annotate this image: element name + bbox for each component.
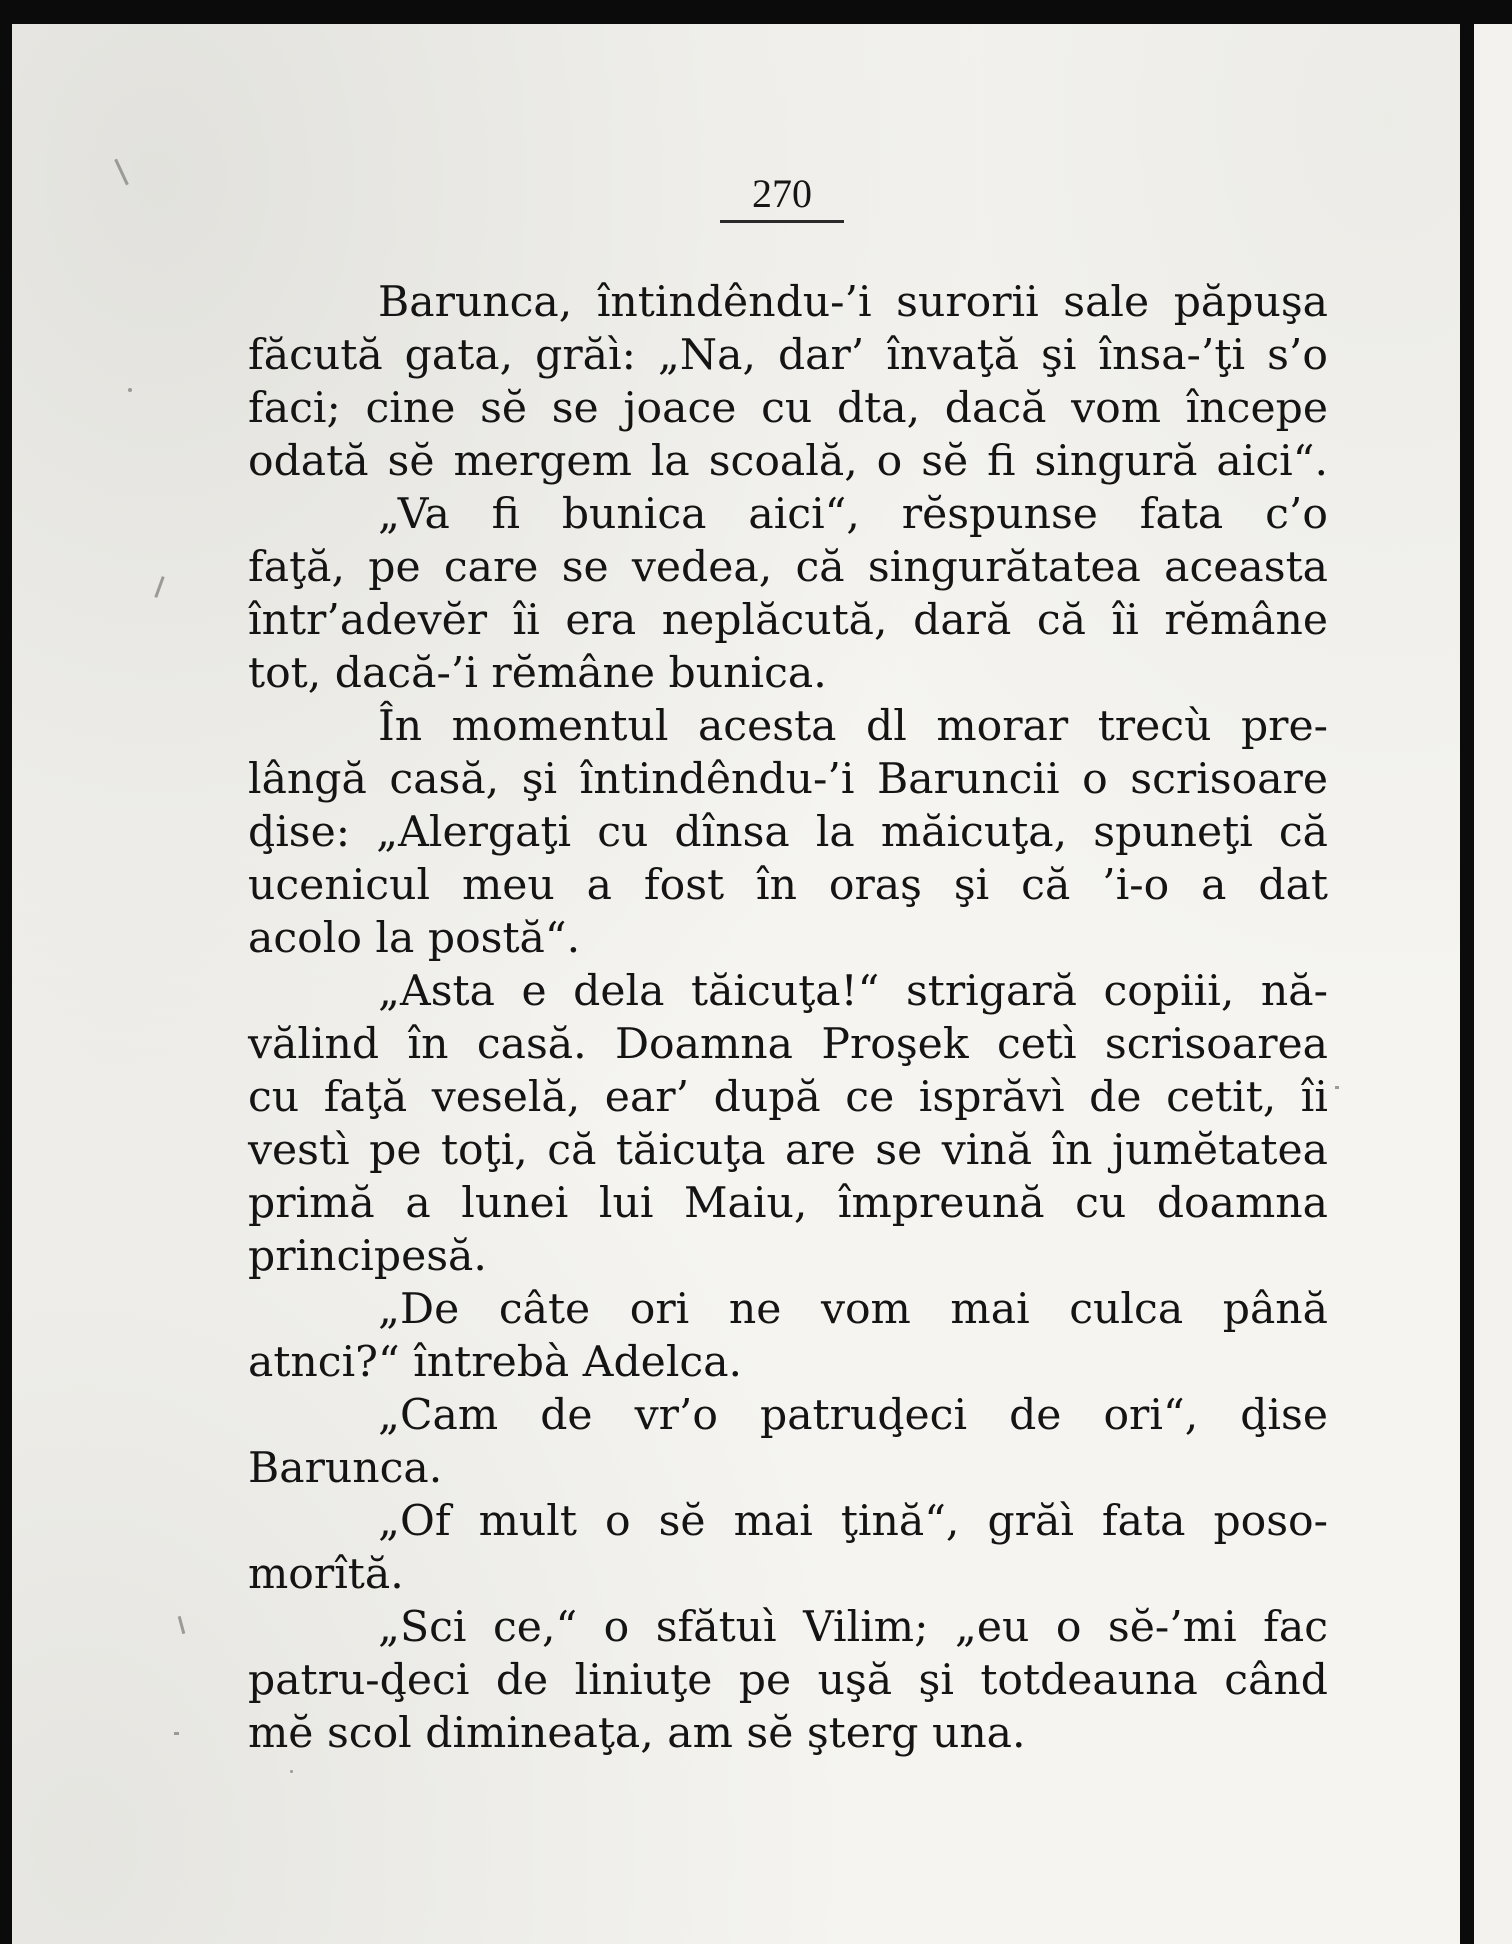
text-line: „Asta e dela tăicuţa!“ strigară copiii, nă- — [378, 967, 1328, 1016]
text-line: într’adevĕr îi era neplăcută, dară că îi rĕmâne — [248, 596, 1328, 645]
adjacent-page-edge — [1474, 24, 1512, 1944]
text-line: mĕ scol dimineaţa, am sĕ şterg una. — [248, 1709, 1026, 1758]
text-line: tot, dacă-’i rĕmâne bunica. — [248, 649, 827, 698]
text-line: vălind în casă. Doamna Proşek cetì scrisoarea — [248, 1020, 1328, 1069]
scan-speck — [128, 388, 132, 392]
text-line: făcută gata, grăì: „Na, dar’ învaţă şi însa-’ţi s’o — [248, 331, 1328, 380]
scan-speck — [178, 1616, 186, 1634]
text-line: vestì pe toţi, că tăicuţa are se vină în jumĕtatea — [248, 1126, 1328, 1175]
text-line: „Sci ce,“ o sfătuì Vilim; „eu o sĕ-’mi fac — [378, 1603, 1328, 1652]
text-line: lângă casă, şi întindêndu-’i Baruncii o scrisoare — [248, 755, 1328, 804]
text-line: Barunca, întindêndu-’i surorii sale păpuşa — [378, 278, 1328, 327]
page-number-underline — [720, 220, 844, 223]
text-line: faţă, pe care se vedea, că singurătatea aceasta — [248, 543, 1328, 592]
page-number: 270 — [752, 171, 812, 216]
scan-speck — [154, 576, 164, 598]
scan-speck — [290, 1770, 293, 1773]
text-line: ḑise: „Alergaţi cu dînsa la măicuţa, spuneţi că — [248, 808, 1328, 857]
text-line: atnci?“ întrebà Adelca. — [248, 1338, 743, 1387]
text-line: principesă. — [248, 1232, 487, 1281]
scan-speck — [1335, 1086, 1339, 1089]
text-line: faci; cine sĕ se joace cu dta, dacă vom începe — [248, 384, 1328, 433]
text-line: acolo la postă“. — [248, 914, 581, 963]
text-line: ucenicul meu a fost în oraş şi că ’i-o a dat — [248, 861, 1328, 910]
text-line: „Cam de vr’o patruḑeci de ori“, ḑise — [378, 1391, 1328, 1440]
text-line: morîtă. — [248, 1550, 404, 1599]
scan-speck — [114, 159, 129, 186]
scan-speck — [174, 1732, 179, 1735]
text-line: În momentul acesta dl morar trecù pre- — [378, 702, 1328, 751]
text-line: patru-ḑeci de liniuţe pe uşă şi totdeauna când — [248, 1656, 1328, 1705]
text-line: „Va fi bunica aici“, rĕspunse fata c’o — [378, 490, 1328, 539]
text-line: primă a lunei lui Maiu, împreună cu doamna — [248, 1179, 1328, 1228]
text-line: „Of mult o sĕ mai ţină“, grăì fata poso- — [378, 1497, 1328, 1546]
body-text — [248, 276, 1328, 1760]
text-line: odată sĕ mergem la scoală, o sĕ fi singură aici“. — [248, 437, 1328, 486]
text-line: „De câte ori ne vom mai culca până — [378, 1285, 1328, 1334]
text-line: cu faţă veselă, ear’ după ce isprăvì de cetit, îi — [248, 1073, 1328, 1122]
text-line: Barunca. — [248, 1444, 443, 1493]
